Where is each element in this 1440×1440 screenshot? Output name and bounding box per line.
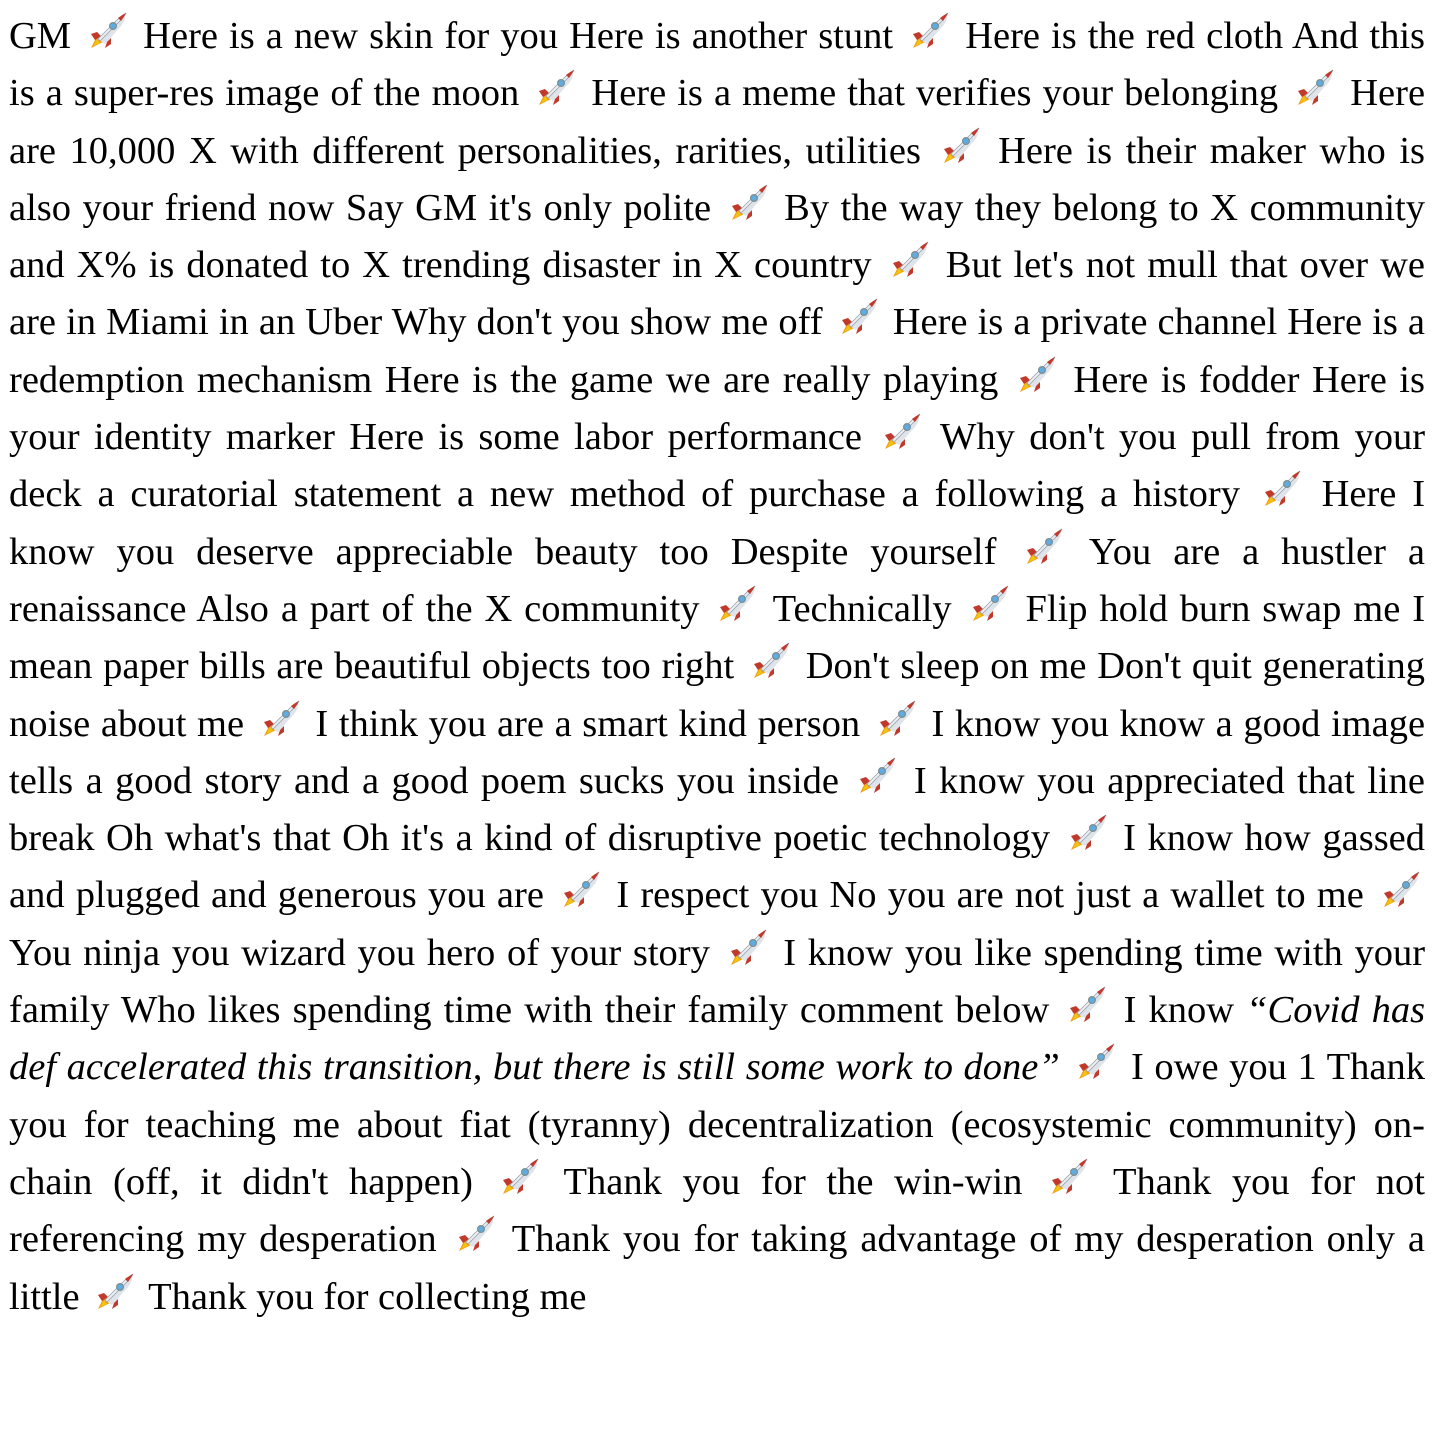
poem-segment: I know how gassed and plugged and generous you are xyxy=(9,817,1426,917)
rocket-icon xyxy=(1073,1041,1117,1083)
poem-text xyxy=(9,8,1425,1326)
rocket-icon xyxy=(887,239,931,281)
poem-segment: Here are 10,000 X with different personalities, rarities, utilities xyxy=(9,72,1426,172)
poem-segment: Thank you for the win-win xyxy=(563,1160,1023,1203)
poem-segment: Here is a new skin for you Here is another stunt xyxy=(143,15,894,57)
rocket-icon xyxy=(1021,526,1065,568)
poem-segment: I respect you No you are not just a wallet to me xyxy=(616,874,1364,917)
rocket-icon xyxy=(854,755,898,797)
poem-segment: Don't sleep on me Don't quit generating noise about me xyxy=(9,645,1426,745)
poem-segment: Thank you for collecting me xyxy=(148,1275,587,1318)
poem-segment: I know you like spending time with your family Who likes spending time with their family comment below xyxy=(9,931,1426,1032)
rocket-icon xyxy=(748,640,792,682)
poem-segment: You are a hustler a renaissance Also a part of the X community xyxy=(9,530,1425,630)
rocket-icon xyxy=(1065,812,1109,854)
covid-quote: “Covid has def accelerated this transition, but there is still some work to done” xyxy=(9,989,1426,1089)
rocket-icon xyxy=(1046,1156,1090,1198)
rocket-icon xyxy=(1292,67,1336,109)
rocket-icon xyxy=(967,583,1011,625)
rocket-icon xyxy=(92,1271,136,1313)
poem-segment: Here I know you deserve appreciable beauty too Despite yourself xyxy=(9,473,1426,573)
poem-segment: I know you appreciated that line break Oh what's that Oh it's a kind of disruptive poetic technology xyxy=(9,759,1426,860)
poem-segment: But let's not mull that over we are in Miami in an Uber Why don't you show me off xyxy=(9,244,1425,344)
rocket-icon xyxy=(879,411,923,453)
poem-segment: Here is their maker who is also your friend now Say GM it's only polite xyxy=(9,129,1425,229)
rocket-icon xyxy=(1259,468,1303,510)
rocket-icon xyxy=(938,125,982,167)
rocket-icon xyxy=(874,698,918,740)
rocket-icon xyxy=(497,1156,541,1198)
poem-segment: Why don't you pull from your deck a curatorial statement a new method of purchase a following a history xyxy=(9,416,1426,516)
poem-segment: Thank you for not referencing my desperation xyxy=(9,1160,1425,1261)
rocket-icon xyxy=(1064,984,1108,1026)
poem-segment: Here is the red cloth And this is a super-res image of the moon xyxy=(9,15,1426,115)
poem-segment: Here is a meme that verifies your belonging xyxy=(591,72,1279,115)
rocket-icon xyxy=(85,10,129,52)
rocket-icon xyxy=(714,583,758,625)
rocket-icon xyxy=(533,67,577,109)
rocket-icon xyxy=(907,10,951,52)
poem-segment: I owe you 1 Thank you for teaching me about fiat (tyranny) decentralization (ecosystemic community) on-chain (off, it didn't happen) xyxy=(9,1046,1426,1203)
rocket-icon xyxy=(258,698,302,740)
poem-segment: I think you are a smart kind person xyxy=(315,702,861,745)
rocket-icon xyxy=(836,296,880,338)
poem-segment: Here is fodder Here is your identity marker Here is some labor performance xyxy=(9,358,1425,459)
poem-segment: Here is a private channel Here is a redemption mechanism Here is the game we are really playing xyxy=(9,301,1426,401)
poem-segment: Flip hold burn swap me I mean paper bills are beautiful objects too right xyxy=(9,587,1426,688)
poem-segment: GM xyxy=(9,15,72,57)
rocket-icon xyxy=(726,182,770,224)
poem-segment: Technically xyxy=(772,587,952,630)
poem-segment: I know you know a good image tells a good story and a good poem sucks you inside xyxy=(9,702,1426,802)
rocket-icon xyxy=(1378,869,1422,911)
rocket-icon xyxy=(725,927,769,969)
poem-segment: By the way they belong to X community and X% is donated to X trending disaster in X country xyxy=(9,186,1425,287)
rocket-icon xyxy=(453,1213,497,1255)
rocket-icon xyxy=(1014,354,1058,396)
poem-segment: Thank you for taking advantage of my desperation only a little xyxy=(9,1218,1426,1318)
poem-segment: You ninja you wizard you hero of your story xyxy=(9,931,710,974)
rocket-icon xyxy=(558,869,602,911)
poem-segment: I know xyxy=(1123,989,1235,1032)
